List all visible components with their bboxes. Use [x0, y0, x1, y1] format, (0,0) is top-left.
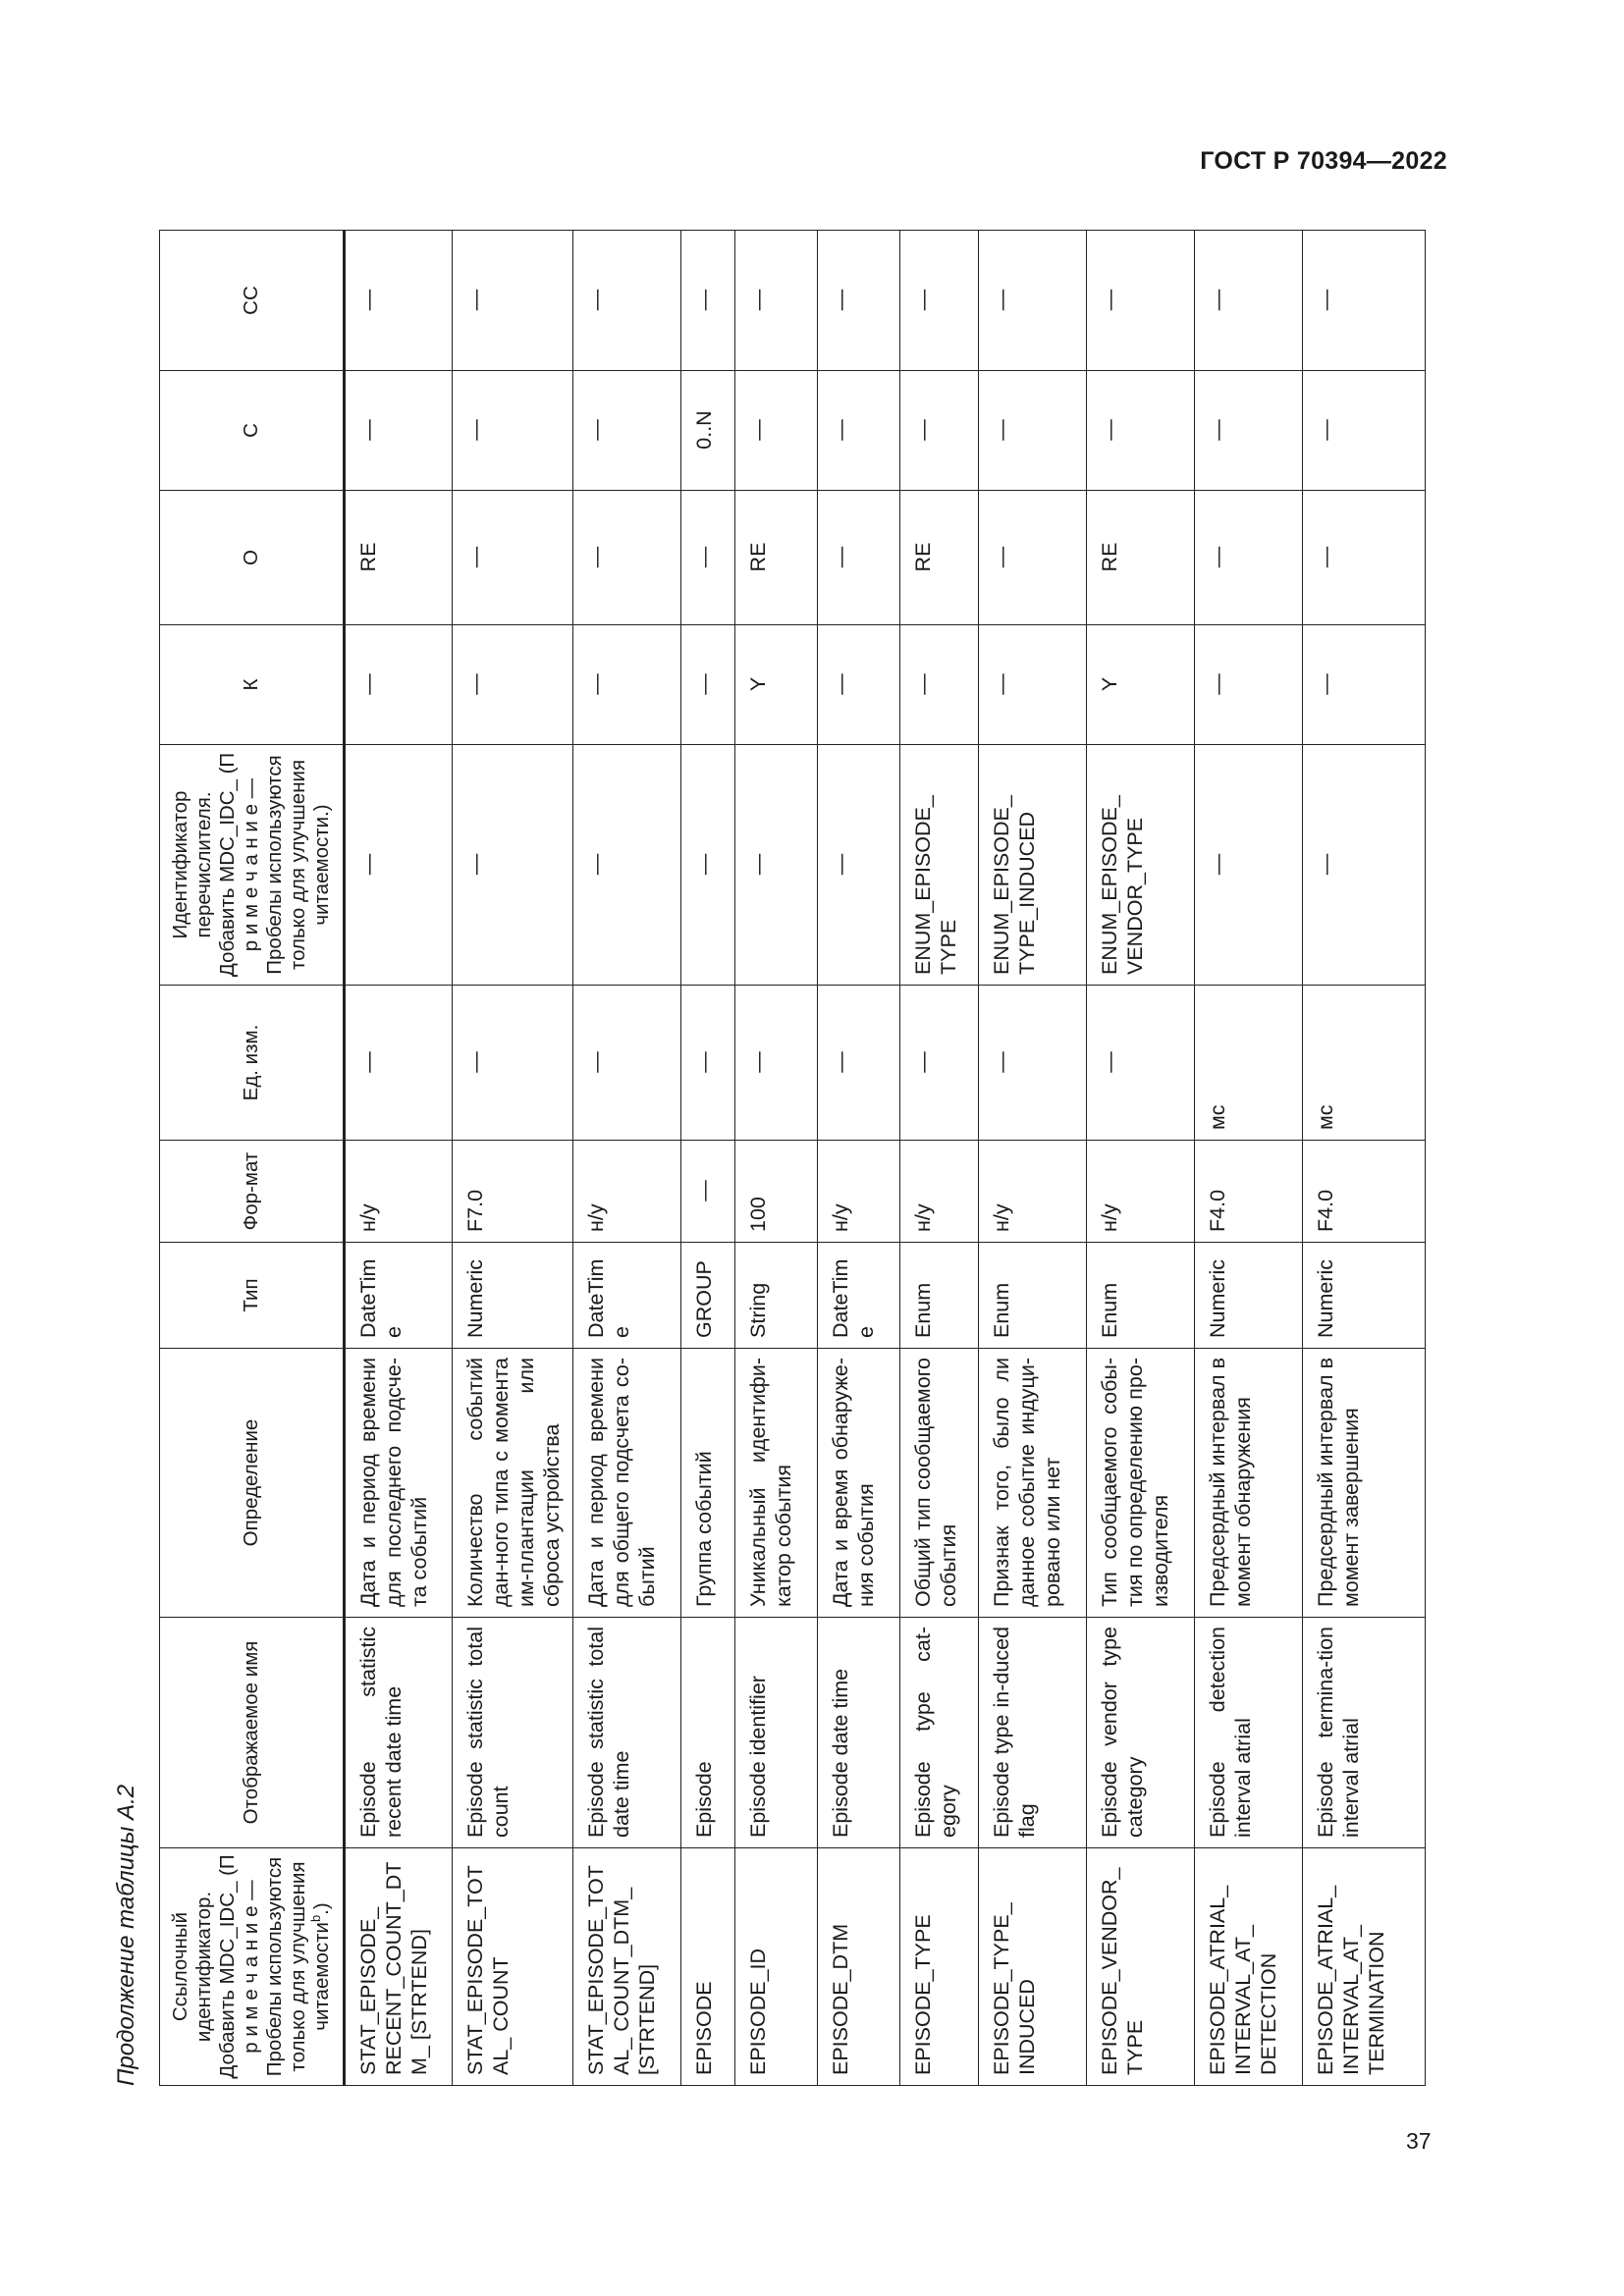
format-cell: н/у: [1087, 1141, 1195, 1243]
display-cell: Episode: [681, 1618, 735, 1848]
ref-cell: STAT_EPISODE_TOTAL_ COUNT_DTM_ [STRTEND]: [573, 1848, 681, 2086]
header-row: [160, 231, 345, 2086]
format-cell: н/у: [979, 1141, 1087, 1243]
enum-cell: —: [818, 745, 900, 986]
c-cell: 0..N: [681, 371, 735, 491]
page-number: 37: [1406, 2128, 1432, 2154]
format-cell: F7.0: [453, 1141, 573, 1243]
enum-cell: —: [345, 745, 453, 986]
enum-cell: —: [1195, 745, 1303, 986]
ref-cell: EPISODE_TYPE: [900, 1848, 979, 2086]
definition-cell: Признак того, было ли данное событие индуци-ровано или нет: [979, 1349, 1087, 1618]
unit-cell: мс: [1303, 986, 1426, 1141]
unit-cell: —: [453, 986, 573, 1141]
c-cell: —: [1303, 371, 1426, 491]
display-cell: Episode vendor type category: [1087, 1618, 1195, 1848]
o-cell: —: [573, 491, 681, 625]
unit-cell: —: [979, 986, 1087, 1141]
o-cell: RE: [1087, 491, 1195, 625]
format-cell: 100: [735, 1141, 818, 1243]
c-cell: —: [735, 371, 818, 491]
unit-cell: —: [681, 986, 735, 1141]
format-cell: F4.0: [1303, 1141, 1426, 1243]
table-row: [1303, 231, 1426, 2086]
k-cell: —: [573, 625, 681, 745]
unit-cell: мс: [1195, 986, 1303, 1141]
display-cell: Episode detection interval atrial: [1195, 1618, 1303, 1848]
cc-cell: —: [1195, 231, 1303, 371]
enum-cell: ENUM_EPISODE_ TYPE_INDUCED: [979, 745, 1087, 986]
enum-cell: —: [1303, 745, 1426, 986]
table-row: [681, 231, 735, 2086]
definition-cell: Общий тип сообщаемого события: [900, 1349, 979, 1618]
type-cell: GROUP: [681, 1243, 735, 1349]
type-cell: Numeric: [1195, 1243, 1303, 1349]
type-cell: Numeric: [453, 1243, 573, 1349]
definition-cell: Дата и время обнаруже-ния события: [818, 1349, 900, 1618]
o-cell: —: [453, 491, 573, 625]
col-header-cc: СС: [160, 231, 345, 371]
col-header-type: Тип: [160, 1243, 345, 1349]
o-cell: RE: [735, 491, 818, 625]
c-cell: —: [345, 371, 453, 491]
col-header-unit: Ед. изм.: [160, 986, 345, 1141]
ref-cell: STAT_EPISODE_TOTAL_ COUNT: [453, 1848, 573, 2086]
k-cell: —: [900, 625, 979, 745]
display-cell: Episode type in-duced flag: [979, 1618, 1087, 1848]
c-cell: —: [1087, 371, 1195, 491]
cc-cell: —: [681, 231, 735, 371]
table-row: [735, 231, 818, 2086]
k-cell: —: [345, 625, 453, 745]
data-table: [159, 230, 1426, 2086]
standard-code: ГОСТ Р 70394—2022: [1200, 147, 1447, 175]
o-cell: —: [1303, 491, 1426, 625]
format-cell: н/у: [573, 1141, 681, 1243]
cc-cell: —: [1087, 231, 1195, 371]
cc-cell: —: [345, 231, 453, 371]
ref-cell: EPISODE: [681, 1848, 735, 2086]
c-cell: —: [453, 371, 573, 491]
col-header-ref: Ссылочный идентификатор. Добавить MDC_IDC_ (П р и м е ч а н и е — Пробелы используются только для улучшения читаемости$^b$.): [160, 1848, 345, 2086]
col-header-display: Отображаемое имя: [160, 1618, 345, 1848]
enum-cell: —: [573, 745, 681, 986]
ref-cell: EPISODE_DTM: [818, 1848, 900, 2086]
o-cell: —: [979, 491, 1087, 625]
unit-cell: —: [345, 986, 453, 1141]
definition-cell: Количество событий дан-ного типа с момента им-плантации или сброса устройства: [453, 1349, 573, 1618]
ref-cell: EPISODE_TYPE_ INDUCED: [979, 1848, 1087, 2086]
definition-cell: Уникальный идентифи-катор события: [735, 1349, 818, 1618]
k-cell: Y: [1087, 625, 1195, 745]
ref-cell: STAT_EPISODE_ RECENT_COUNT_DTM_ [STRTEND]: [345, 1848, 453, 2086]
c-cell: —: [900, 371, 979, 491]
o-cell: RE: [900, 491, 979, 625]
enum-cell: —: [681, 745, 735, 986]
format-cell: —: [681, 1141, 735, 1243]
cc-cell: —: [818, 231, 900, 371]
c-cell: —: [1195, 371, 1303, 491]
table-row: [900, 231, 979, 2086]
type-cell: String: [735, 1243, 818, 1349]
table-caption: Продолжение таблицы А.2: [113, 1784, 139, 2086]
type-cell: Enum: [979, 1243, 1087, 1349]
unit-cell: —: [735, 986, 818, 1141]
col-header-enum: Идентификатор перечислителя. Добавить MDC_IDC_ (П р и м е ч а н и е — Пробелы используются только для улучшения читаемости.): [160, 745, 345, 986]
type-cell: Enum: [1087, 1243, 1195, 1349]
format-cell: н/у: [818, 1141, 900, 1243]
table-row: [1087, 231, 1195, 2086]
k-cell: Y: [735, 625, 818, 745]
type-cell: DateTime: [573, 1243, 681, 1349]
ref-cell: EPISODE_ATRIAL_ INTERVAL_AT_ DETECTION: [1195, 1848, 1303, 2086]
o-cell: —: [818, 491, 900, 625]
cc-cell: —: [900, 231, 979, 371]
definition-cell: Тип сообщаемого собы-тия по определению про-изводителя: [1087, 1349, 1195, 1618]
display-cell: Episode statistic total count: [453, 1618, 573, 1848]
cc-cell: —: [979, 231, 1087, 371]
k-cell: —: [979, 625, 1087, 745]
k-cell: —: [453, 625, 573, 745]
display-cell: Episode termina-tion interval atrial: [1303, 1618, 1426, 1848]
format-cell: F4.0: [1195, 1141, 1303, 1243]
format-cell: н/у: [345, 1141, 453, 1243]
display-cell: Episode identifier: [735, 1618, 818, 1848]
k-cell: —: [1303, 625, 1426, 745]
o-cell: —: [1195, 491, 1303, 625]
cc-cell: —: [573, 231, 681, 371]
table-row: [345, 231, 453, 2086]
cc-cell: —: [1303, 231, 1426, 371]
k-cell: —: [681, 625, 735, 745]
table-row: [453, 231, 573, 2086]
k-cell: —: [818, 625, 900, 745]
definition-cell: Предсердный интервал в момент обнаружения: [1195, 1349, 1303, 1618]
table-row: [818, 231, 900, 2086]
enum-cell: ENUM_EPISODE_ TYPE: [900, 745, 979, 986]
cc-cell: —: [453, 231, 573, 371]
definition-cell: Предсердный интервал в момент завершения: [1303, 1349, 1426, 1618]
unit-cell: —: [573, 986, 681, 1141]
col-header-format: Фор-мат: [160, 1141, 345, 1243]
col-header-c: С: [160, 371, 345, 491]
table-row: [979, 231, 1087, 2086]
cc-cell: —: [735, 231, 818, 371]
ref-cell: EPISODE_VENDOR_ TYPE: [1087, 1848, 1195, 2086]
display-cell: Episode type cat-egory: [900, 1618, 979, 1848]
o-cell: —: [681, 491, 735, 625]
c-cell: —: [573, 371, 681, 491]
col-header-o: О: [160, 491, 345, 625]
table-row: [573, 231, 681, 2086]
definition-cell: Группа событий: [681, 1349, 735, 1618]
unit-cell: —: [818, 986, 900, 1141]
rotated-table-block: [108, 231, 1434, 2086]
type-cell: DateTime: [345, 1243, 453, 1349]
type-cell: DateTime: [818, 1243, 900, 1349]
o-cell: RE: [345, 491, 453, 625]
display-cell: Episode date time: [818, 1618, 900, 1848]
unit-cell: —: [1087, 986, 1195, 1141]
enum-cell: ENUM_EPISODE_ VENDOR_TYPE: [1087, 745, 1195, 986]
format-cell: н/у: [900, 1141, 979, 1243]
c-cell: —: [818, 371, 900, 491]
enum-cell: —: [735, 745, 818, 986]
type-cell: Numeric: [1303, 1243, 1426, 1349]
definition-cell: Дата и период времени для общего подсчета со-бытий: [573, 1349, 681, 1618]
display-cell: Episode statistic recent date time: [345, 1618, 453, 1848]
enum-cell: —: [453, 745, 573, 986]
col-header-definition: Определение: [160, 1349, 345, 1618]
type-cell: Enum: [900, 1243, 979, 1349]
ref-cell: EPISODE_ID: [735, 1848, 818, 2086]
display-cell: Episode statistic total date time: [573, 1618, 681, 1848]
table-row: [1195, 231, 1303, 2086]
k-cell: —: [1195, 625, 1303, 745]
col-header-k: К: [160, 625, 345, 745]
ref-cell: EPISODE_ATRIAL_ INTERVAL_AT_ TERMINATION: [1303, 1848, 1426, 2086]
c-cell: —: [979, 371, 1087, 491]
unit-cell: —: [900, 986, 979, 1141]
definition-cell: Дата и период времени для последнего подсче-та событий: [345, 1349, 453, 1618]
